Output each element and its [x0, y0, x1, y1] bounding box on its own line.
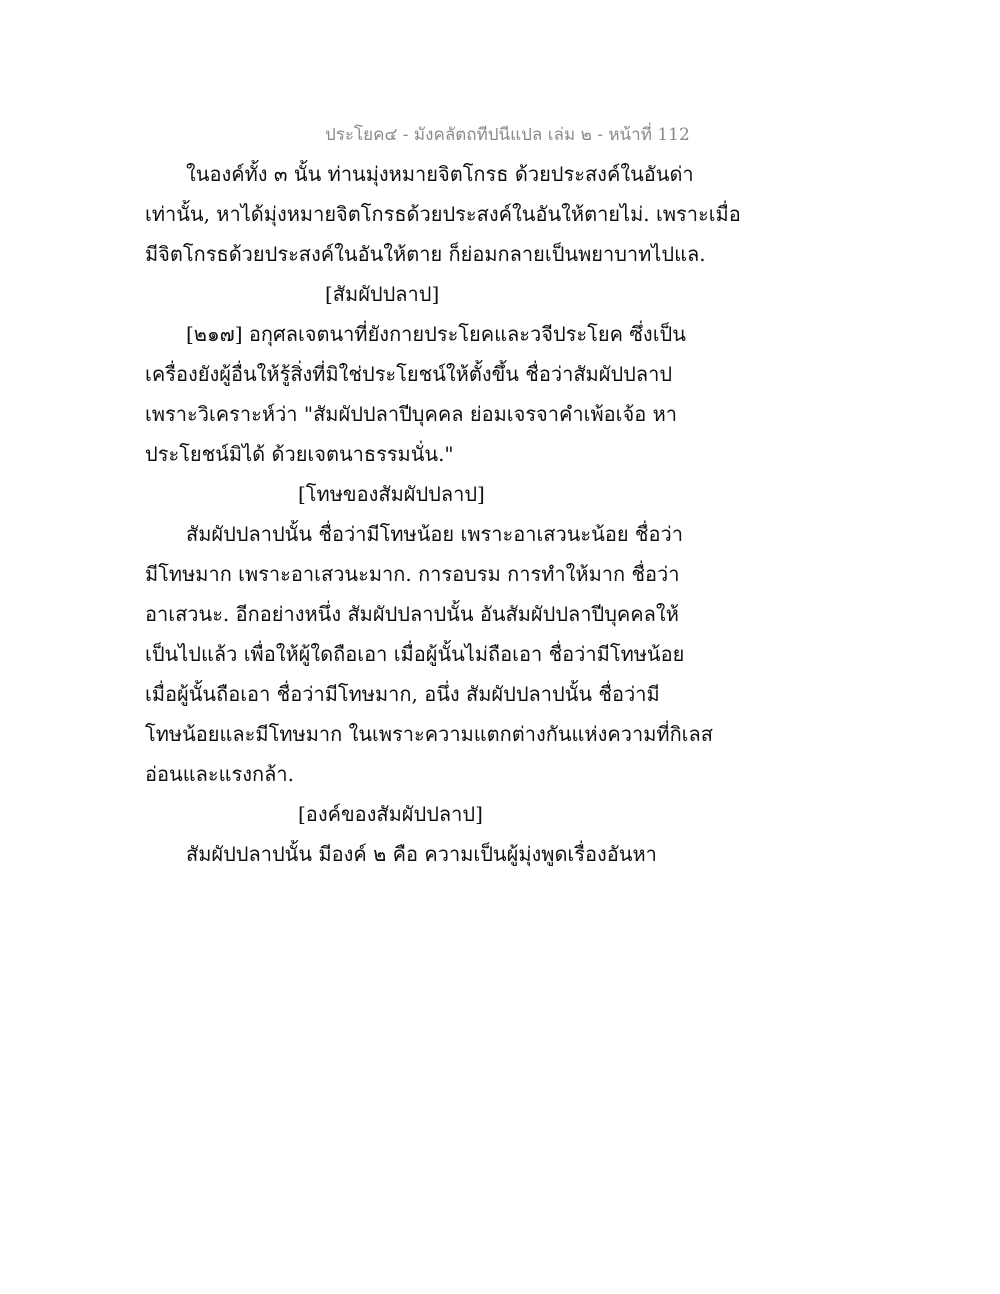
section-heading: [สัมผัปปลาป] — [325, 282, 440, 306]
text-line: โทษน้อยและมีโทษมาก ในเพราะความแตกต่างกันแห่งความที่กิเลส — [145, 722, 713, 746]
running-header: ประโยค๔ - มังคลัตถทีปนีแปล เล่ม ๒ - หน้าที่ 112 — [325, 125, 690, 145]
section-heading: [องค์ของสัมผัปปลาป] — [298, 802, 483, 826]
text-line: [๒๑๗] อกุศลเจตนาที่ยังกายประโยคและวจีประโยค ซึ่งเป็น — [186, 322, 686, 346]
text-line: เครื่องยังผู้อื่นให้รู้สิ่งที่มิใช่ประโยชน์ให้ตั้งขึ้น ชื่อว่าสัมผัปปลาป — [145, 362, 673, 386]
text-line: เท่านั้น, หาได้มุ่งหมายจิตโกรธด้วยประสงค์ในอันให้ตายไม่. เพราะเมื่อ — [145, 202, 741, 226]
text-line: อ่อนและแรงกล้า. — [145, 762, 294, 786]
text-line: สัมผัปปลาปนั้น มีองค์ ๒ คือ ความเป็นผู้มุ่งพูดเรื่องอันหา — [186, 842, 657, 866]
section-heading: [โทษของสัมผัปปลาป] — [298, 482, 485, 506]
text-line: มีโทษมาก เพราะอาเสวนะมาก. การอบรม การทำให้มาก ชื่อว่า — [145, 562, 680, 586]
text-line: เพราะวิเคราะห์ว่า "สัมผัปปลาปีบุคคล ย่อมเจรจาคำเพ้อเจ้อ หา — [145, 402, 677, 426]
text-line: มีจิตโกรธด้วยประสงค์ในอันให้ตาย ก็ย่อมกลายเป็นพยาบาทไปแล. — [145, 242, 706, 266]
text-line: ในองค์ทั้ง ๓ นั้น ท่านมุ่งหมายจิตโกรธ ด้วยประสงค์ในอันด่า — [186, 162, 694, 186]
text-line: เป็นไปแล้ว เพื่อให้ผู้ใดถือเอา เมื่อผู้นั้นไม่ถือเอา ชื่อว่ามีโทษน้อย — [145, 642, 685, 666]
text-line: อาเสวนะ. อีกอย่างหนึ่ง สัมผัปปลาปนั้น อันสัมผัปปลาปีบุคคลให้ — [145, 602, 679, 626]
text-line: สัมผัปปลาปนั้น ชื่อว่ามีโทษน้อย เพราะอาเสวนะน้อย ชื่อว่า — [186, 522, 683, 546]
text-line: ประโยชน์มิได้ ด้วยเจตนาธรรมนั่น." — [145, 442, 454, 466]
text-line: เมื่อผู้นั้นถือเอา ชื่อว่ามีโทษมาก, อนึ่ง สัมผัปปลาปนั้น ชื่อว่ามี — [145, 682, 660, 706]
